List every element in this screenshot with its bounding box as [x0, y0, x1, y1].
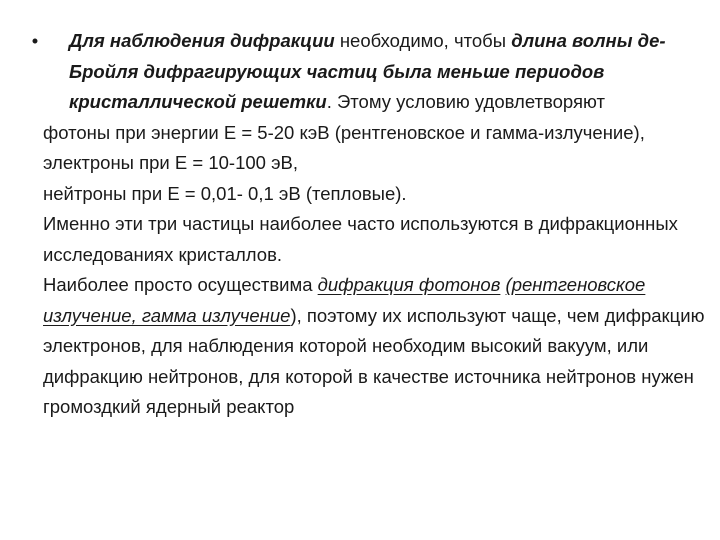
text-condition-satisfied: . Этому условию удовлетворяют	[326, 91, 605, 112]
line-most-used: Именно эти три частицы наиболее часто используются в дифракционных исследованиях кристаллов.	[43, 213, 678, 265]
slide-text	[31, 26, 715, 423]
bullet-paragraph	[31, 26, 715, 118]
text-necessary: необходимо, чтобы	[334, 30, 512, 51]
line-neutrons: нейтроны при Е = 0,01- 0,1 эВ (тепловые).	[43, 182, 407, 204]
final-rest: ), поэтому их используют чаще, чем дифракцию электронов, для наблюдения которой необходим высокий вакуум, или дифракцию нейтронов, для которой в качестве источника нейтронов нужен громоздкий ядерный реактор	[43, 304, 705, 417]
emphasis-diffraction-observation: Для наблюдения дифракции	[69, 30, 335, 51]
bullet-symbol: •	[31, 30, 39, 51]
underlined-radiation-types: (рентгеновское излучение, гамма излучение	[43, 274, 646, 326]
final-lead: Наиболее просто осуществима	[43, 274, 318, 295]
final-paragraph	[43, 270, 715, 423]
line-photons: фотоны при энергии Е = 5-20 кэВ (рентгеновское и гамма-излучение),	[43, 121, 645, 143]
underlined-photon-diffraction: дифракция фотонов	[317, 274, 501, 295]
emphasis-de-broglie-condition: длина волны де-Бройля дифрагирующих частиц была меньше периодов кристаллической решетки	[69, 30, 666, 112]
line-electrons: электроны при Е = 10-100 эВ,	[43, 152, 298, 173]
